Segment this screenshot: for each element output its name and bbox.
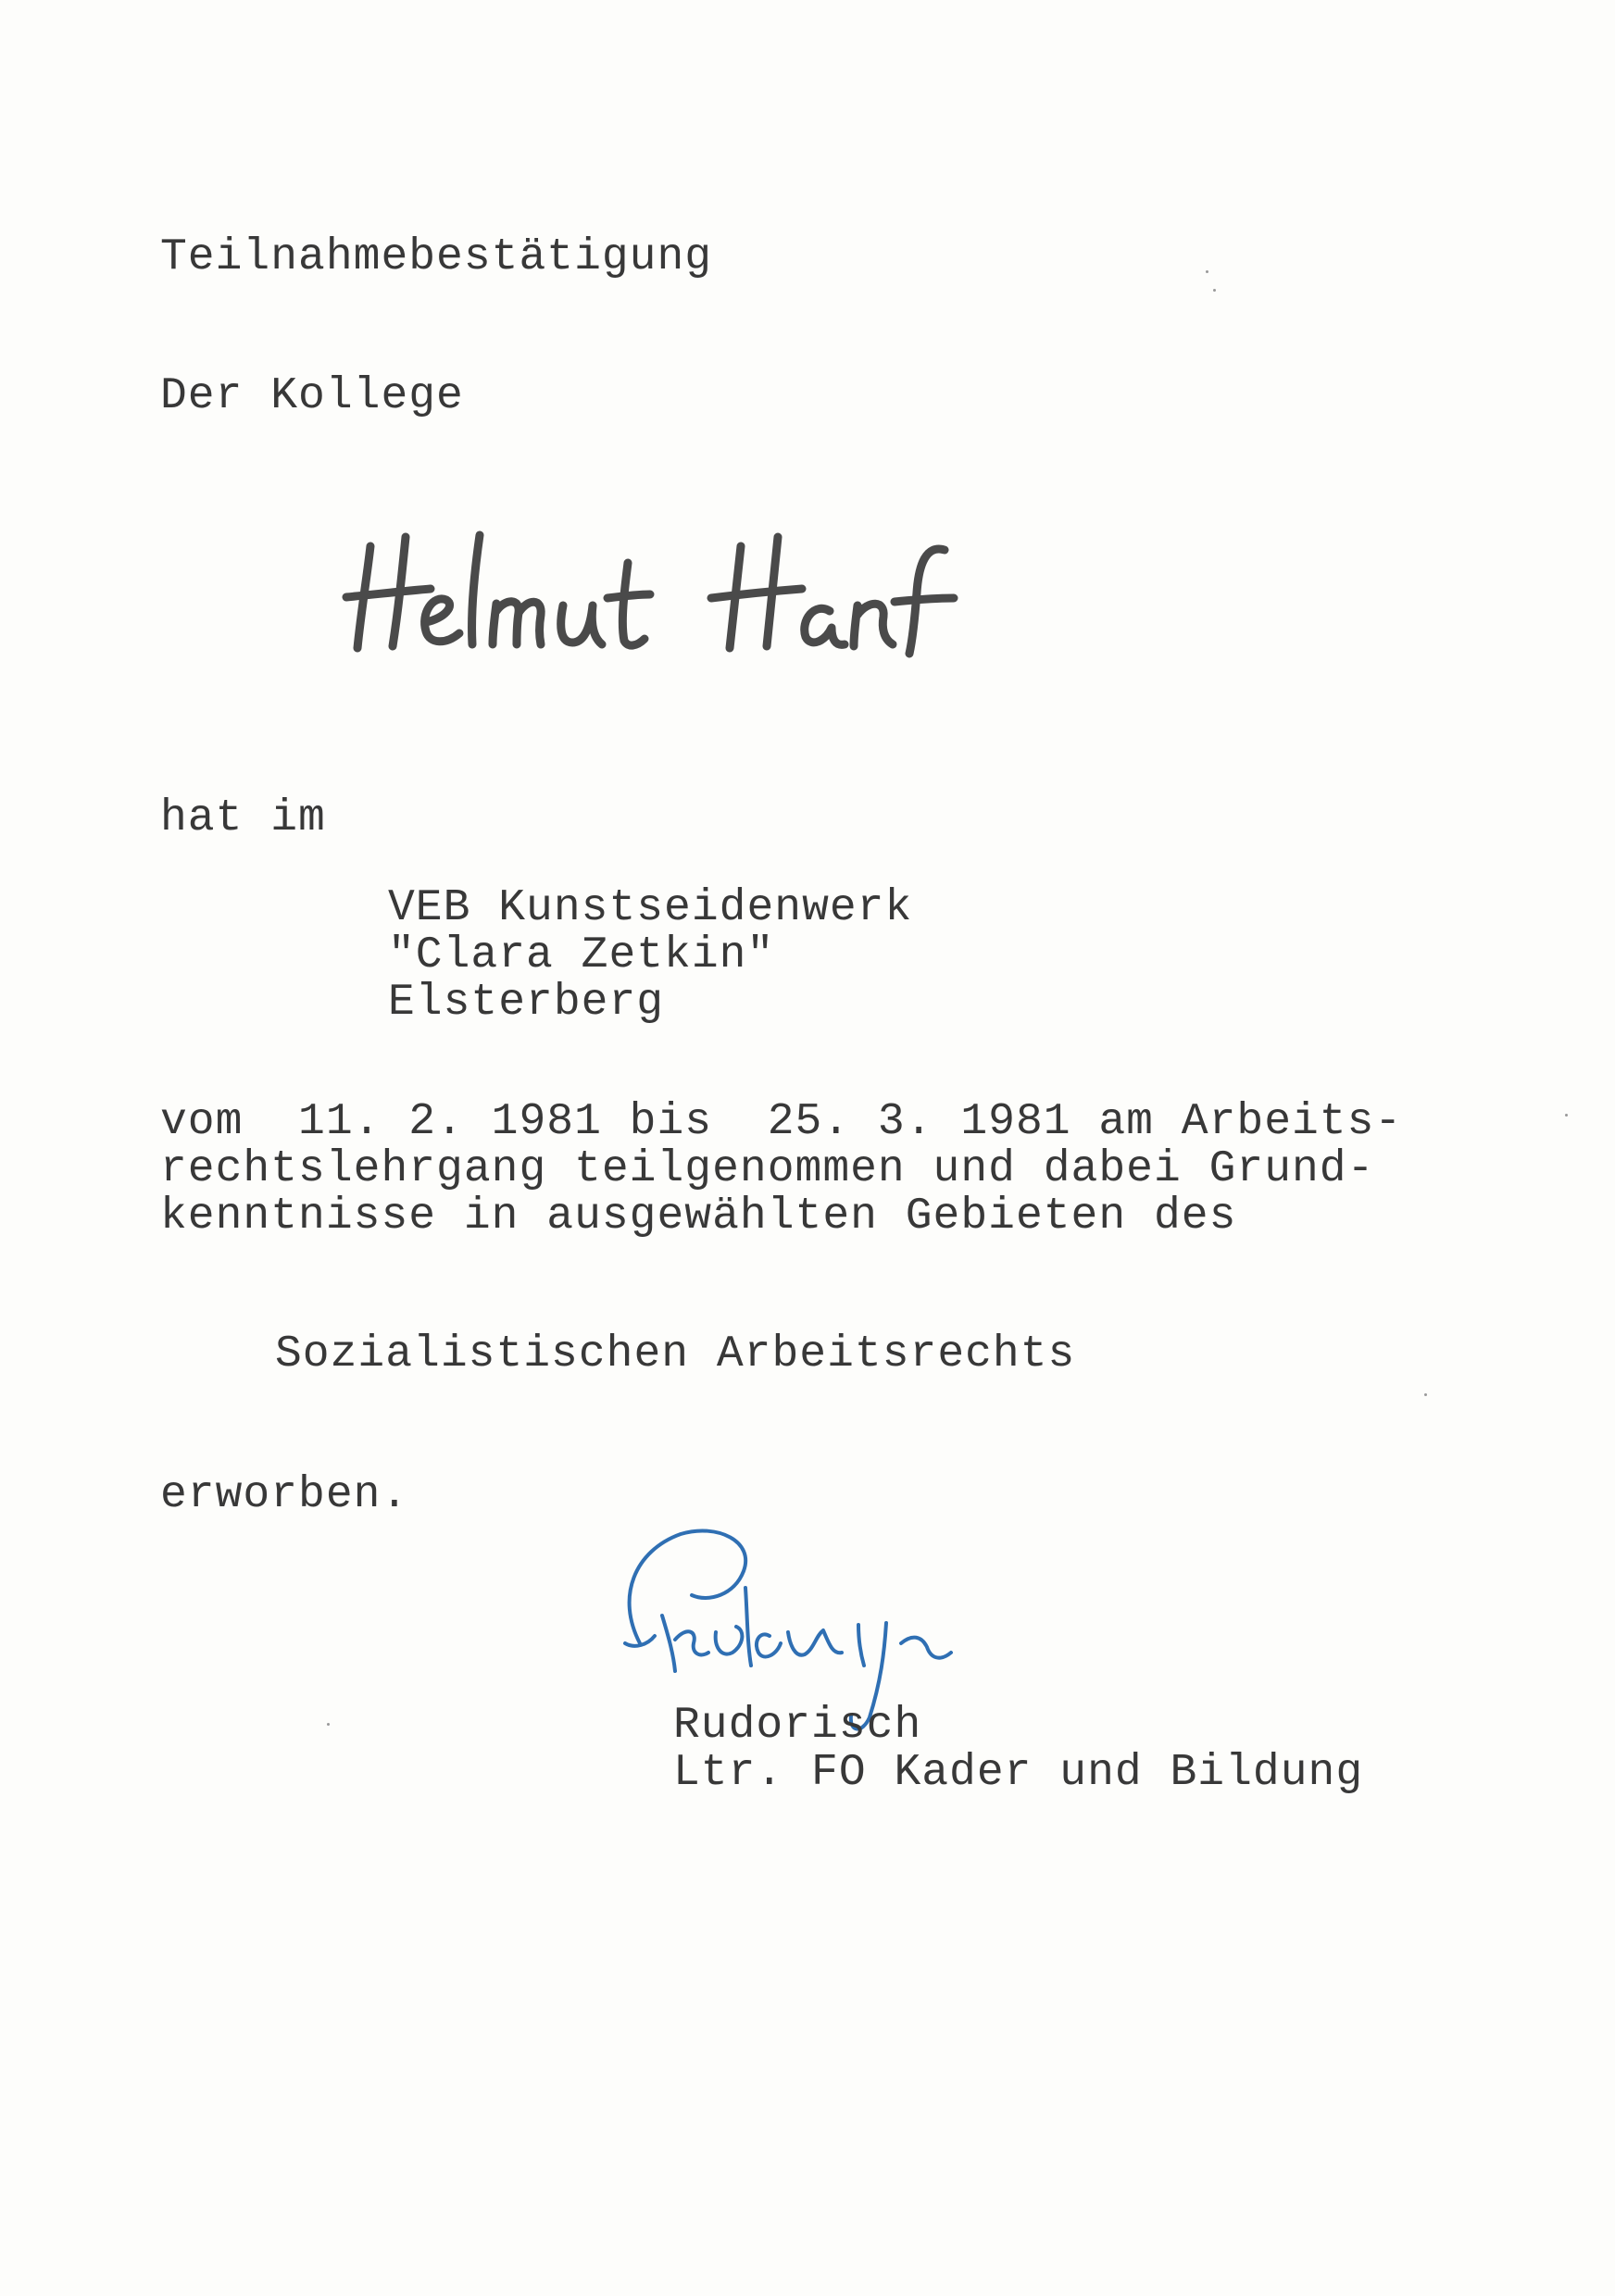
signatory-title: Ltr. FO Kader und Bildung xyxy=(673,1748,1364,1798)
participant-name-handwriting xyxy=(333,509,1037,667)
signatory-name: Rudorisch xyxy=(673,1701,922,1751)
salutation: Der Kollege xyxy=(160,371,464,421)
scan-speck xyxy=(1565,1114,1568,1117)
subject-text: Sozialistischen Arbeitsrechts xyxy=(275,1329,1076,1379)
organization-line-3: Elsterberg xyxy=(388,978,665,1028)
scan-speck xyxy=(327,1723,330,1726)
scan-speck xyxy=(1424,1393,1427,1396)
body-line-1: vom 11. 2. 1981 bis 25. 3. 1981 am Arbeits- xyxy=(160,1097,1403,1147)
body-line-2: rechtslehrgang teilgenommen und dabei Grund- xyxy=(160,1144,1375,1194)
closing-text: erworben. xyxy=(160,1470,409,1520)
organization-line-2: "Clara Zetkin" xyxy=(388,930,775,980)
body-line-3: kenntnisse in ausgewählten Gebieten des xyxy=(160,1192,1237,1242)
intro-text: hat im xyxy=(160,793,326,843)
organization-line-1: VEB Kunstseidenwerk xyxy=(388,883,913,933)
scan-speck xyxy=(1213,289,1216,292)
document-heading: Teilnahmebestätigung xyxy=(160,232,713,282)
scan-speck xyxy=(1206,270,1208,273)
